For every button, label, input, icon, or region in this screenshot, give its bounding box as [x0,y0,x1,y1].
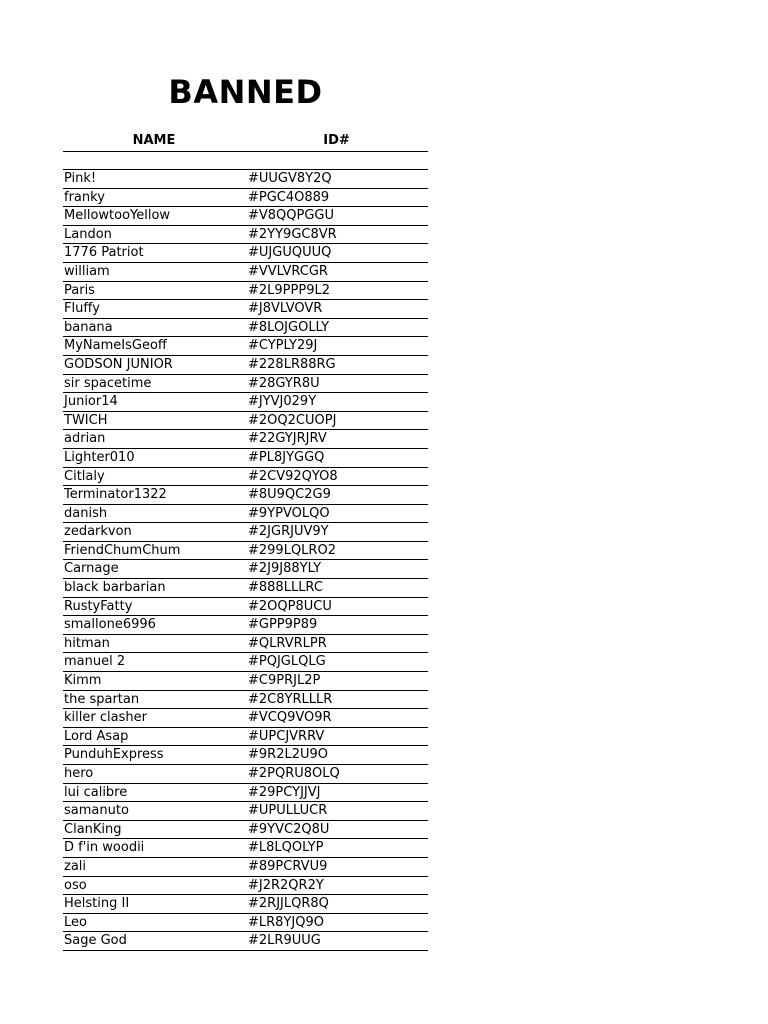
player-id-cell: #89PCRVU9 [248,858,328,874]
table-row [63,430,428,449]
page-title: BANNED [168,73,323,111]
player-id-cell: #228LR88RG [248,356,336,372]
player-name-cell: Junior14 [64,394,118,410]
player-name-cell: manuel 2 [64,654,126,670]
player-name-cell: Paris [64,282,95,298]
player-name-cell: killer clasher [64,710,147,726]
player-name-cell: Fluffy [64,301,100,317]
table-row [63,895,428,914]
table-row [63,449,428,468]
player-name-cell: Helsting II [64,896,130,912]
table-row [63,282,428,301]
player-name-cell: Sage God [64,933,127,949]
player-name-cell: Kimm [64,673,102,689]
column-header-id: ID# [323,133,350,148]
player-name-cell: Lighter010 [64,449,135,465]
column-header-name: NAME [132,133,176,148]
player-id-cell: #L8LQOLYP [248,840,324,856]
table-row [63,635,428,654]
player-name-cell: Carnage [64,561,119,577]
table-row [63,300,428,319]
player-name-cell: Citlaly [64,468,105,484]
player-id-cell: #C9PRJL2P [248,673,321,689]
table-row [63,263,428,282]
player-name-cell: the spartan [64,691,140,707]
player-id-cell: #9R2L2U9O [248,747,328,763]
player-id-cell: #JYVJ029Y [248,394,317,410]
player-name-cell: ClanKing [64,821,122,837]
table-row [63,560,428,579]
table-row [63,170,428,189]
table-row [63,579,428,598]
player-name-cell: banana [64,319,113,335]
player-id-cell: #J2R2QR2Y [248,877,324,893]
player-name-cell: MellowtooYellow [64,208,171,224]
player-name-cell: zali [64,858,87,874]
player-id-cell: #2YY9GC8VR [248,226,337,242]
table-row [63,356,428,375]
player-id-cell: #9YVC2Q8U [248,821,330,837]
table-row [63,486,428,505]
player-name-cell: sir spacetime [64,375,152,391]
player-id-cell: #8U9QC2G9 [248,487,331,503]
table-row [63,616,428,635]
player-name-cell: william [64,263,110,279]
player-name-cell: adrian [64,431,106,447]
player-id-cell: #2OQ2CUOPJ [248,412,337,428]
player-name-cell: samanuto [64,803,129,819]
table-row [63,709,428,728]
player-name-cell: smallone6996 [64,617,156,633]
table-header [63,131,428,152]
player-id-cell: #2LR9UUG [248,933,321,949]
table-row [63,319,428,338]
player-id-cell: #888LLLRC [248,580,323,596]
table-row [63,412,428,431]
table-row [63,393,428,412]
player-id-cell: #2RJJLQR8Q [248,896,329,912]
player-id-cell: #VVLVRCGR [248,263,328,279]
player-name-cell: franky [64,189,105,205]
table-row [63,468,428,487]
player-id-cell: #VCQ9VO9R [248,710,332,726]
player-name-cell: black barbarian [64,580,166,596]
table-row [63,672,428,691]
table-row [63,839,428,858]
player-id-cell: #PQJGLQLG [248,654,326,670]
player-id-cell: #2PQRU8OLQ [248,766,340,781]
player-id-cell: #UUGV8Y2Q [248,171,332,186]
player-id-cell: #2L9PPP9L2 [248,282,330,298]
player-id-cell: #9YPVOLQO [248,505,330,521]
player-id-cell: #PGC4O889 [248,189,330,205]
table-row [63,691,428,710]
player-id-cell: #2CV92QYO8 [248,468,338,484]
table-row [63,375,428,394]
player-name-cell: hitman [64,635,110,651]
player-name-cell: D f'in woodii [64,840,145,856]
table-row [63,932,428,951]
player-name-cell: lui calibre [64,784,128,800]
player-id-cell: #2OQP8UCU [248,598,332,614]
table-row [63,728,428,747]
player-id-cell: #V8QQPGGU [248,208,335,224]
player-id-cell: #299LQLRO2 [248,542,336,558]
table-row [63,542,428,561]
player-id-cell: #J8VLVOVR [248,301,323,317]
player-id-cell: #LR8YJQ9O [248,914,324,930]
player-name-cell: TWICH [64,412,108,428]
table-row [63,877,428,896]
table-row [63,914,428,933]
table-row [63,653,428,672]
player-id-cell: #2C8YRLLLR [248,691,333,707]
table-row [63,858,428,877]
table-row [63,337,428,356]
player-name-cell: MyNameIsGeoff [64,338,167,354]
player-name-cell: hero [64,766,94,781]
player-name-cell: Leo [64,914,87,930]
player-id-cell: #PL8JYGGQ [248,449,325,465]
player-name-cell: Lord Asap [64,728,129,744]
player-id-cell: #29PCYJJVJ [248,784,321,800]
player-name-cell: Landon [64,226,112,242]
table-row [63,207,428,226]
table-row [63,784,428,803]
player-name-cell: 1776 Patriot [64,245,144,261]
player-id-cell: #UPULLUCR [248,803,328,819]
table-row [63,189,428,208]
table-row [63,802,428,821]
empty-row [63,151,428,170]
player-name-cell: RustyFatty [64,598,133,614]
table-row [63,523,428,542]
table-row [63,765,428,784]
player-id-cell: #22GYJRJRV [248,431,327,447]
player-name-cell: PunduhExpress [64,747,164,763]
player-id-cell: #CYPLY29J [248,338,318,354]
player-id-cell: #2J9J88YLY [248,561,322,577]
player-name-cell: Pink! [64,171,97,186]
player-name-cell: Terminator1322 [64,487,167,503]
player-name-cell: GODSON JUNIOR [64,356,173,372]
player-id-cell: #UJGUQUUQ [248,245,332,261]
table-row [63,598,428,617]
player-id-cell: #2JGRJUV9Y [248,524,329,540]
player-id-cell: #UPCJVRRV [248,728,325,744]
table-row [63,244,428,263]
player-id-cell: #QLRVRLPR [248,635,327,651]
player-name-cell: oso [64,877,87,893]
banned-list [63,170,428,951]
table-row [63,821,428,840]
table-row [63,226,428,245]
table-row [63,505,428,524]
player-id-cell: #GPP9P89 [248,617,318,633]
player-name-cell: danish [64,505,108,521]
table-row [63,746,428,765]
player-name-cell: zedarkvon [64,524,132,540]
player-id-cell: #8LOJGOLLY [248,319,330,335]
player-id-cell: #28GYR8U [248,375,320,391]
player-name-cell: FriendChumChum [64,542,181,558]
